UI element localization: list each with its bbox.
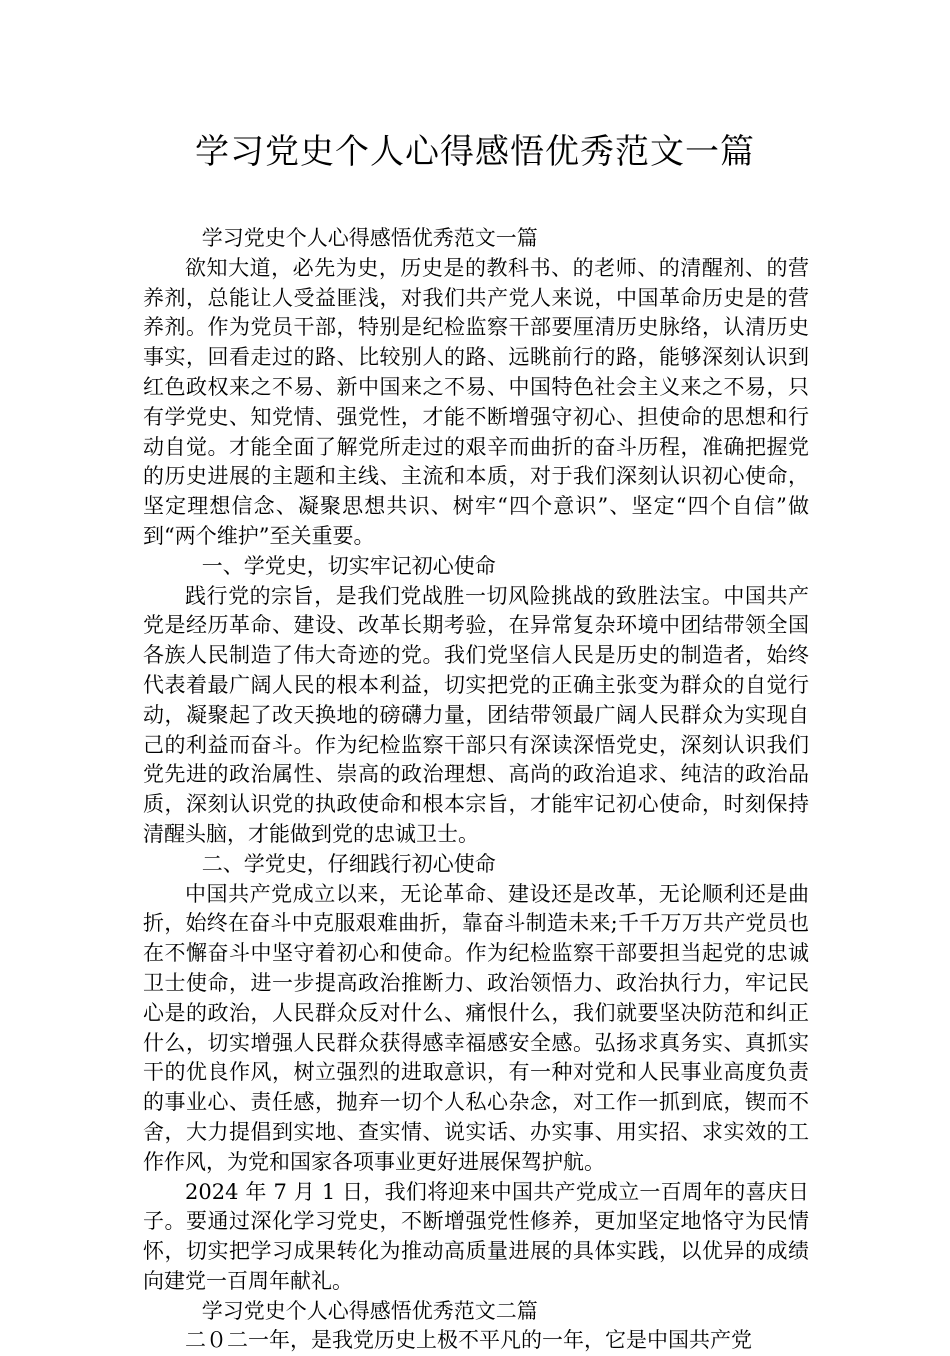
paragraph: 2024 年 7 月 1 日，我们将迎来中国共产党成立一百周年的喜庆日子。要通过深化学习党史，不断增强党性修养，更加坚定地恪守为民情怀，切实把学习成果转化为推动高质量进展的具体实践，以优异的成绩向建党一百周年献礼。 bbox=[143, 1179, 809, 1293]
document-title: 学习党史个人心得感悟优秀范文一篇 bbox=[195, 132, 755, 172]
section-heading: 一、学党史，切实牢记初心使命 bbox=[201, 553, 496, 578]
paragraph: 践行党的宗旨，是我们党战胜一切风险挑战的致胜法宝。中国共产党是经历革命、建设、改革长期考验，在异常复杂环境中团结带领全国各族人民制造了伟大奇迹的党。我们党坚信人民是历史的制造者，始终代表着最广阔人民的根本利益，切实把党的正确主张变为群众的自觉行动，凝聚起了改天换地的磅礴力量，团结带领最广阔人民群众为实现自己的利益而奋斗。作为纪检监察干部只有深读深悟党史，深刻认识我们党先进的政治属性、崇高的政治理想、高尚的政治追求、纯洁的政治品质，深刻认识党的执政使命和根本宗旨，才能牢记初心使命，时刻保持清醒头脑，才能做到党的忠诚卫士。 bbox=[143, 583, 809, 846]
section-heading: 学习党史个人心得感悟优秀范文二篇 bbox=[201, 1298, 538, 1323]
paragraph: 欲知大道，必先为史，历史是的教科书、的老师、的清醒剂、的营养剂，总能让人受益匪浅，对我们共产党人来说，中国革命历史是的营养剂。作为党员干部，特别是纪检监察干部要厘清历史脉络，认清历史事实，回看走过的路、比较别人的路、远眺前行的路，能够深刻认识到红色政权来之不易、新中国来之不易、中国特色社会主义来之不易，只有学党史、知党情、强党性，才能不断增强守初心、担使命的思想和行动自觉。才能全面了解党所走过的艰辛而曲折的奋斗历程，准确把握党的历史进展的主题和主线、主流和本质，对于我们深刻认识初心使命，坚定理想信念、凝聚思想共识、树牢“四个意识”、坚定“四个自信”做到“两个维护”至关重要。 bbox=[143, 255, 809, 548]
section-heading: 二、学党史，仔细践行初心使命 bbox=[201, 851, 496, 876]
paragraph: 二０二一年，是我党历史上极不平凡的一年，它是中国共产党 bbox=[185, 1328, 752, 1353]
document-body bbox=[143, 224, 809, 1356]
paragraph: 中国共产党成立以来，无论革命、建设还是改革，无论顺利还是曲折，始终在奋斗中克服艰难曲折，靠奋斗制造未来;千千万万共产党员也在不懈奋斗中坚守着初心和使命。作为纪检监察干部要担当起党的忠诚卫士使命，进一步提高政治推断力、政治领悟力、政治执行力，牢记民心是的政治，人民群众反对什么、痛恨什么，我们就要坚决防范和纠正什么，切实增强人民群众获得感幸福感安全感。弘扬求真务实、真抓实干的优良作风，树立强烈的进取意识，有一种对党和人民事业高度负责的事业心、责任感，抛弃一切个人私心杂念，对工作一抓到底，锲而不舍，大力提倡到实地、查实情、说实话、办实事、用实招、求实效的工作作风，为党和国家各项事业更好进展保驾护航。 bbox=[143, 881, 809, 1174]
section-heading: 学习党史个人心得感悟优秀范文一篇 bbox=[201, 226, 538, 250]
